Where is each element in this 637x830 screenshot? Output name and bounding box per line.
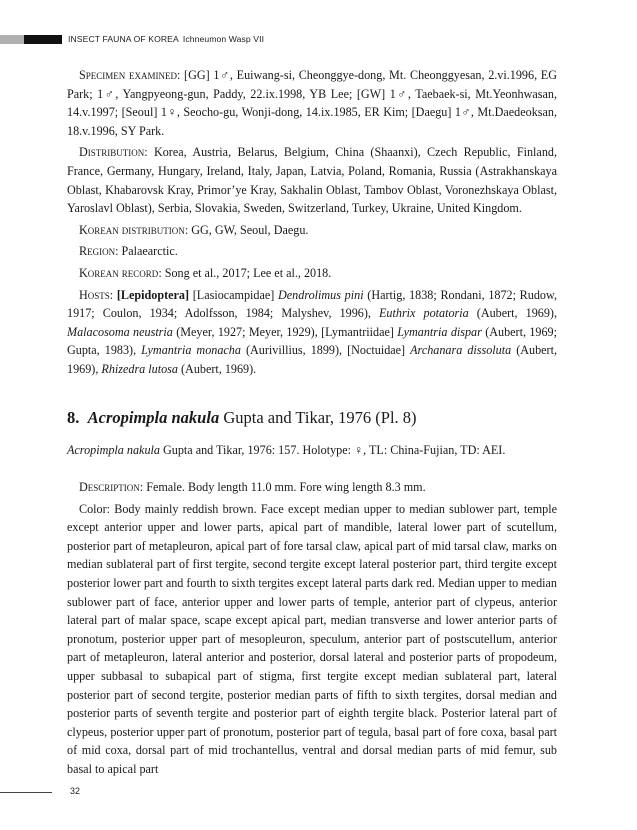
page-number: 32 [70, 786, 81, 796]
korean-distribution-text: : GG, GW, Seoul, Daegu. [184, 222, 309, 237]
host-species: Archanara dissoluta [410, 343, 512, 358]
species-name: Acropimpla nakula [87, 408, 220, 427]
species-heading [67, 408, 557, 428]
host-species: Dendrolimus pini [278, 287, 364, 302]
hosts-order: [Lepidoptera] [116, 287, 190, 302]
footer-rule [0, 792, 52, 793]
korean-record-label: Korean record [79, 265, 159, 280]
hosts-text-2: [Lasiocampidae] [189, 287, 279, 302]
korean-distribution-paragraph [67, 221, 557, 240]
hosts-text-5: (Meyer, 1927; Meyer, 1929), [Lymantriidae] [172, 324, 398, 339]
host-species: Euthrix potatoria [379, 306, 469, 321]
hosts-text-9: (Aubert, 1969). [177, 361, 257, 376]
citation-text: Gupta and Tikar, 1976: 157. Holotype: ♀, TL: China-Fujian, TD: AEI. [159, 443, 506, 457]
distribution-text: : Korea, Austria, Belarus, Belgium, China (Shaanxi), Czech Republic, Finland, France, Germany, Hungary, Ireland, Italy, Japan, Latvia, Poland, Romania, Russia (Astrakhanskaya Oblast, Khabarovsk Kray, Primor’ye Kray, Sakhalin Oblast, Tambov Oblast, Voronezhskaya Oblast, Yaroslavl Oblast), Serbia, Slovakia, Sweden, Switzerland, Turkey, Ukraine, United Kingdom. [67, 145, 557, 216]
description-block [67, 478, 557, 782]
hosts-label: Hosts [79, 287, 110, 302]
hosts-text-4: (Aubert, 1969), [468, 306, 557, 321]
host-species: Lymantria monacha [141, 343, 241, 358]
distribution-label: Distribution [79, 145, 145, 160]
korean-distribution-label: Korean distribution [79, 222, 185, 237]
hosts-paragraph [67, 286, 557, 379]
region-text: : Palaearctic. [115, 244, 178, 259]
region-label: Region [79, 244, 116, 259]
host-species: Lymantria dispar [397, 324, 482, 339]
host-species: Malacosoma neustria [67, 324, 173, 339]
description-text: : Female. Body length 11.0 mm. Fore wing length 8.3 mm. [139, 480, 426, 494]
upper-text-block [67, 66, 557, 382]
species-number: 8. [67, 408, 80, 427]
specimen-paragraph [67, 66, 557, 140]
color-paragraph: Color: Body mainly reddish brown. Face except median upper to median sublower part, temple except anterior upper and lower parts, apical part of mandible, lateral lower part of scutellum, posterior part of metapleuron, apical part of fore tarsal claw, apical part of mid tarsal claw, marks on median sublateral part of first tergite, second tergite except lateral posterior part, third tergite except posterior lower part and fourth to sixth tergites except lateral parts dark red. Median upper to median sublower part of face, anterior upper and lower parts of temple, anterior part of clypeus, anterior lateral part of malar space, scape except apical part, median transverse and lower anterior parts of pronotum, posterior upper part of mesopleuron, speculum, anterior part of postscutellum, anterior part of metapleuron, lateral anterior and posterior, dorsal lateral and posterior parts of propodeum, upper subbasal to subapical part of stigma, first tergite except median sublateral part, lateral posterior part of second tergite, posterior median parts of fifth to sixth tergites, dorsal median and posterior parts of seventh tergite and posterior part of eighth tergite black. Posterior lateral part of clypeus, posterior upper part of pronotum, posterior part of tegula, basal part of fore coxa, basal part of mid coxa, dorsal part of mid trochantellus, ventral and dorsal median parts of mid femur, sub basal to apical part [67, 501, 557, 776]
citation-paragraph [67, 441, 557, 460]
korean-record-paragraph [67, 264, 557, 283]
header-volume: Ichneumon Wasp VII [182, 34, 265, 44]
hosts-text-6: (Aubert, 1969; Gupta, 1983), [67, 324, 557, 358]
header-series: INSECT FAUNA OF KOREA [68, 34, 179, 44]
description-label: Description [79, 480, 140, 494]
host-species: Rhizedra lutosa [101, 361, 178, 376]
header-bar-black [24, 35, 62, 44]
region-paragraph [67, 242, 557, 261]
citation-block [67, 441, 557, 463]
korean-record-text: : Song et al., 2017; Lee et al., 2018. [158, 265, 332, 280]
hosts-text-7: (Aurivillius, 1899), [Noctuidae] [240, 343, 411, 358]
distribution-paragraph [67, 143, 557, 217]
hosts-text-3: (Hartig, 1838; Rondani, 1872; Rudow, 1917; Coulon, 1934; Adolfsson, 1984; Malyshev, 1996), [67, 287, 558, 321]
description-paragraph [67, 478, 557, 497]
specimen-text: : [GG] 1♂, Euiwang-si, Cheonggye-dong, Mt. Cheonggyesan, 2.vi.1996, EG Park; 1♂, Yangpyeong-gun, Paddy, 22.ix.1998, YB Lee; [GW] 1♂, Taebaek-si, Mt.Yeonhwasan, 14.v.1997; [Seoul] 1♀, Seocho-gu, Wonji-dong, 14.ix.1985, ER Kim; [Daegu] 1♂, Mt.Daedeoksan, 18.v.1996, SY Park. [67, 68, 557, 138]
specimen-label: Specimen examined [79, 68, 177, 82]
hosts-text-8: (Aubert, 1969), [67, 343, 558, 376]
header-bar-gray [0, 35, 24, 44]
hosts-text-1: : [109, 287, 117, 302]
citation-name: Acropimpla nakula [67, 443, 160, 457]
running-header [68, 34, 264, 45]
species-author: Gupta and Tikar, 1976 (Pl. 8) [219, 408, 417, 427]
